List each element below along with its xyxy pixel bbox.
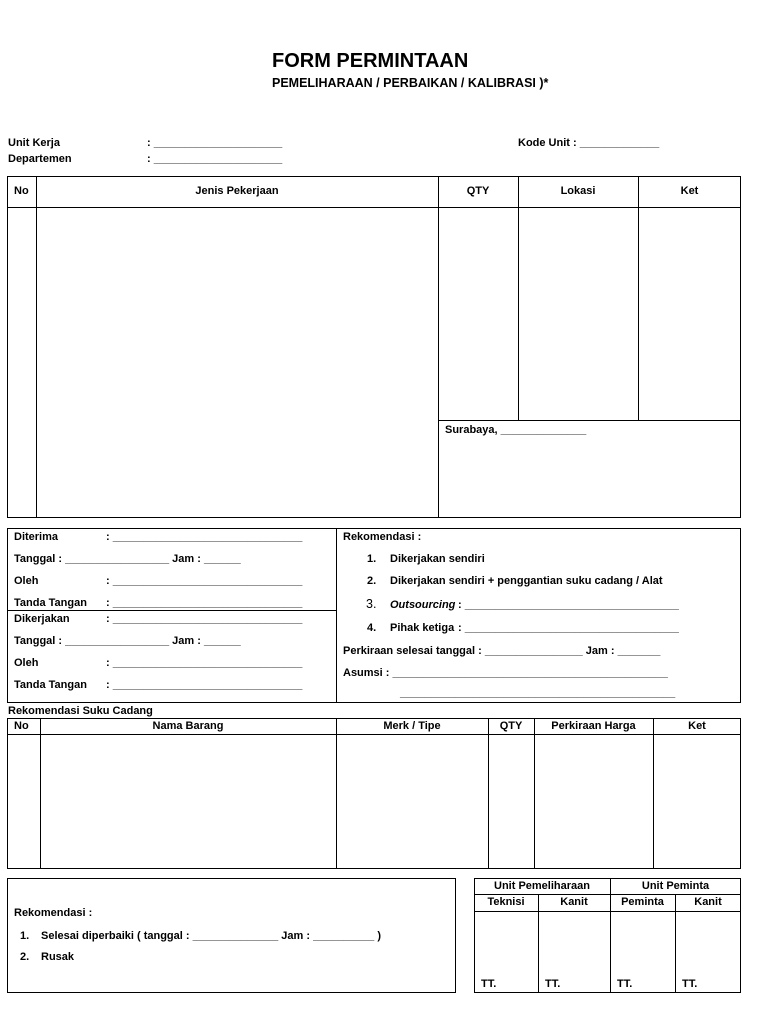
pihak-ketiga-field[interactable]: : ___________________________________: [458, 622, 679, 634]
rekomendasi-item-num: 3.: [366, 597, 377, 611]
dikerjakan-label: Dikerjakan: [14, 613, 70, 625]
suku-cadang-divider: [653, 718, 654, 869]
diterima-oleh-field[interactable]: : _______________________________: [106, 575, 303, 587]
sc-col-nama-barang: Nama Barang: [152, 720, 224, 732]
main-table-header-line: [7, 207, 741, 208]
sc-col-merk-tipe: Merk / Tipe: [383, 720, 441, 732]
suku-cadang-divider: [488, 718, 489, 869]
signature-tt-peminta[interactable]: TT.: [617, 978, 633, 990]
signature-tt-kanit-peminta[interactable]: TT.: [682, 978, 698, 990]
col-header-jenis-pekerjaan: Jenis Pekerjaan: [195, 185, 279, 197]
signature-tt-teknisi[interactable]: TT.: [481, 978, 497, 990]
signature-grid-line: [538, 894, 539, 993]
peminta-header: Peminta: [621, 896, 664, 908]
main-table: [7, 176, 741, 518]
sc-col-perkiraan-harga: Perkiraan Harga: [551, 720, 636, 732]
col-header-lokasi: Lokasi: [560, 185, 596, 197]
suku-cadang-divider: [336, 718, 337, 869]
form-subtitle: PEMELIHARAAN / PERBAIKAN / KALIBRASI )*: [272, 76, 549, 90]
asumsi-field-line2[interactable]: _____________________________________________: [400, 687, 676, 699]
final-item-num: 2.: [20, 951, 30, 963]
rekomendasi-item-num: 4.: [367, 622, 377, 634]
form-title: FORM PERMINTAAN: [272, 50, 469, 72]
diterima-oleh-label: Oleh: [14, 575, 39, 587]
departemen-label: Departemen: [8, 153, 72, 165]
main-table-divider: [36, 176, 37, 518]
dikerjakan-oleh-field[interactable]: : _______________________________: [106, 657, 303, 669]
signature-grid-line: [474, 911, 741, 912]
kanit-header: Kanit: [694, 896, 722, 908]
col-header-ket: Ket: [680, 185, 699, 197]
kode-unit-field[interactable]: Kode Unit : _____________: [518, 137, 660, 149]
dikerjakan-tanda-tangan-field[interactable]: : _______________________________: [106, 679, 303, 691]
surabaya-date-field[interactable]: Surabaya, ______________: [445, 424, 587, 436]
rusak-option[interactable]: Rusak: [41, 951, 75, 963]
rekomendasi-item-text[interactable]: Outsourcing: [390, 599, 456, 611]
sc-col-no: No: [14, 720, 29, 732]
main-table-divider: [518, 176, 519, 420]
diterima-label: Diterima: [14, 531, 59, 543]
final-rekomendasi-title: Rekomendasi :: [14, 907, 93, 919]
selesai-diperbaiki-option[interactable]: Selesai diperbaiki ( tanggal : ______________ Jam : __________ ): [41, 930, 381, 942]
rekomendasi-title: Rekomendasi :: [343, 531, 422, 543]
col-header-no: No: [14, 185, 29, 197]
suku-cadang-divider: [534, 718, 535, 869]
rekomendasi-item-num: 2.: [367, 575, 377, 587]
diterima-field[interactable]: : _______________________________: [106, 531, 303, 543]
dikerjakan-tanggal-field[interactable]: Tanggal : _________________ Jam : ______: [14, 635, 241, 647]
suku-cadang-header-line: [7, 734, 741, 735]
main-table-divider: [438, 420, 741, 421]
dikerjakan-field[interactable]: : _______________________________: [106, 613, 303, 625]
signature-tt-kanit-pemeliharaan[interactable]: TT.: [545, 978, 561, 990]
rekomendasi-item-text[interactable]: Pihak ketiga: [390, 622, 455, 634]
suku-cadang-title: Rekomendasi Suku Cadang: [8, 705, 153, 717]
outsourcing-field[interactable]: : ___________________________________: [458, 599, 679, 611]
unit-kerja-label: Unit Kerja: [8, 137, 60, 149]
departemen-field[interactable]: : _____________________: [147, 153, 283, 165]
kanit-header: Kanit: [560, 896, 588, 908]
diterima-tanda-tangan-label: Tanda Tangan: [14, 597, 87, 609]
signature-grid-line: [675, 894, 676, 993]
suku-cadang-divider: [40, 718, 41, 869]
dikerjakan-tanda-tangan-label: Tanda Tangan: [14, 679, 87, 691]
sc-col-ket: Ket: [688, 720, 706, 732]
sc-col-qty: QTY: [499, 720, 523, 732]
rekomendasi-item-text[interactable]: Dikerjakan sendiri: [390, 553, 485, 565]
main-table-divider: [638, 176, 639, 420]
main-table-divider: [438, 176, 439, 518]
col-header-qty: QTY: [466, 185, 490, 197]
dikerjakan-oleh-label: Oleh: [14, 657, 39, 669]
diterima-tanda-tangan-field[interactable]: : _______________________________: [106, 597, 303, 609]
unit-pemeliharaan-header: Unit Pemeliharaan: [494, 880, 590, 892]
rekomendasi-item-text[interactable]: Dikerjakan sendiri + penggantian suku cadang / Alat: [390, 575, 663, 587]
final-item-num: 1.: [20, 930, 30, 942]
unit-peminta-header: Unit Peminta: [641, 880, 710, 892]
rekomendasi-item-num: 1.: [367, 553, 377, 565]
perkiraan-selesai-field[interactable]: Perkiraan selesai tanggal : ________________ Jam : _______: [343, 645, 661, 657]
signature-grid-line: [474, 894, 741, 895]
suku-cadang-table: [7, 718, 741, 869]
asumsi-field[interactable]: Asumsi : _____________________________________________: [343, 667, 668, 679]
diterima-tanggal-field[interactable]: Tanggal : _________________ Jam : ______: [14, 553, 241, 565]
teknisi-header: Teknisi: [487, 896, 525, 908]
received-box-divider: [336, 528, 337, 703]
received-box-divider: [7, 610, 336, 611]
unit-kerja-field[interactable]: : _____________________: [147, 137, 283, 149]
